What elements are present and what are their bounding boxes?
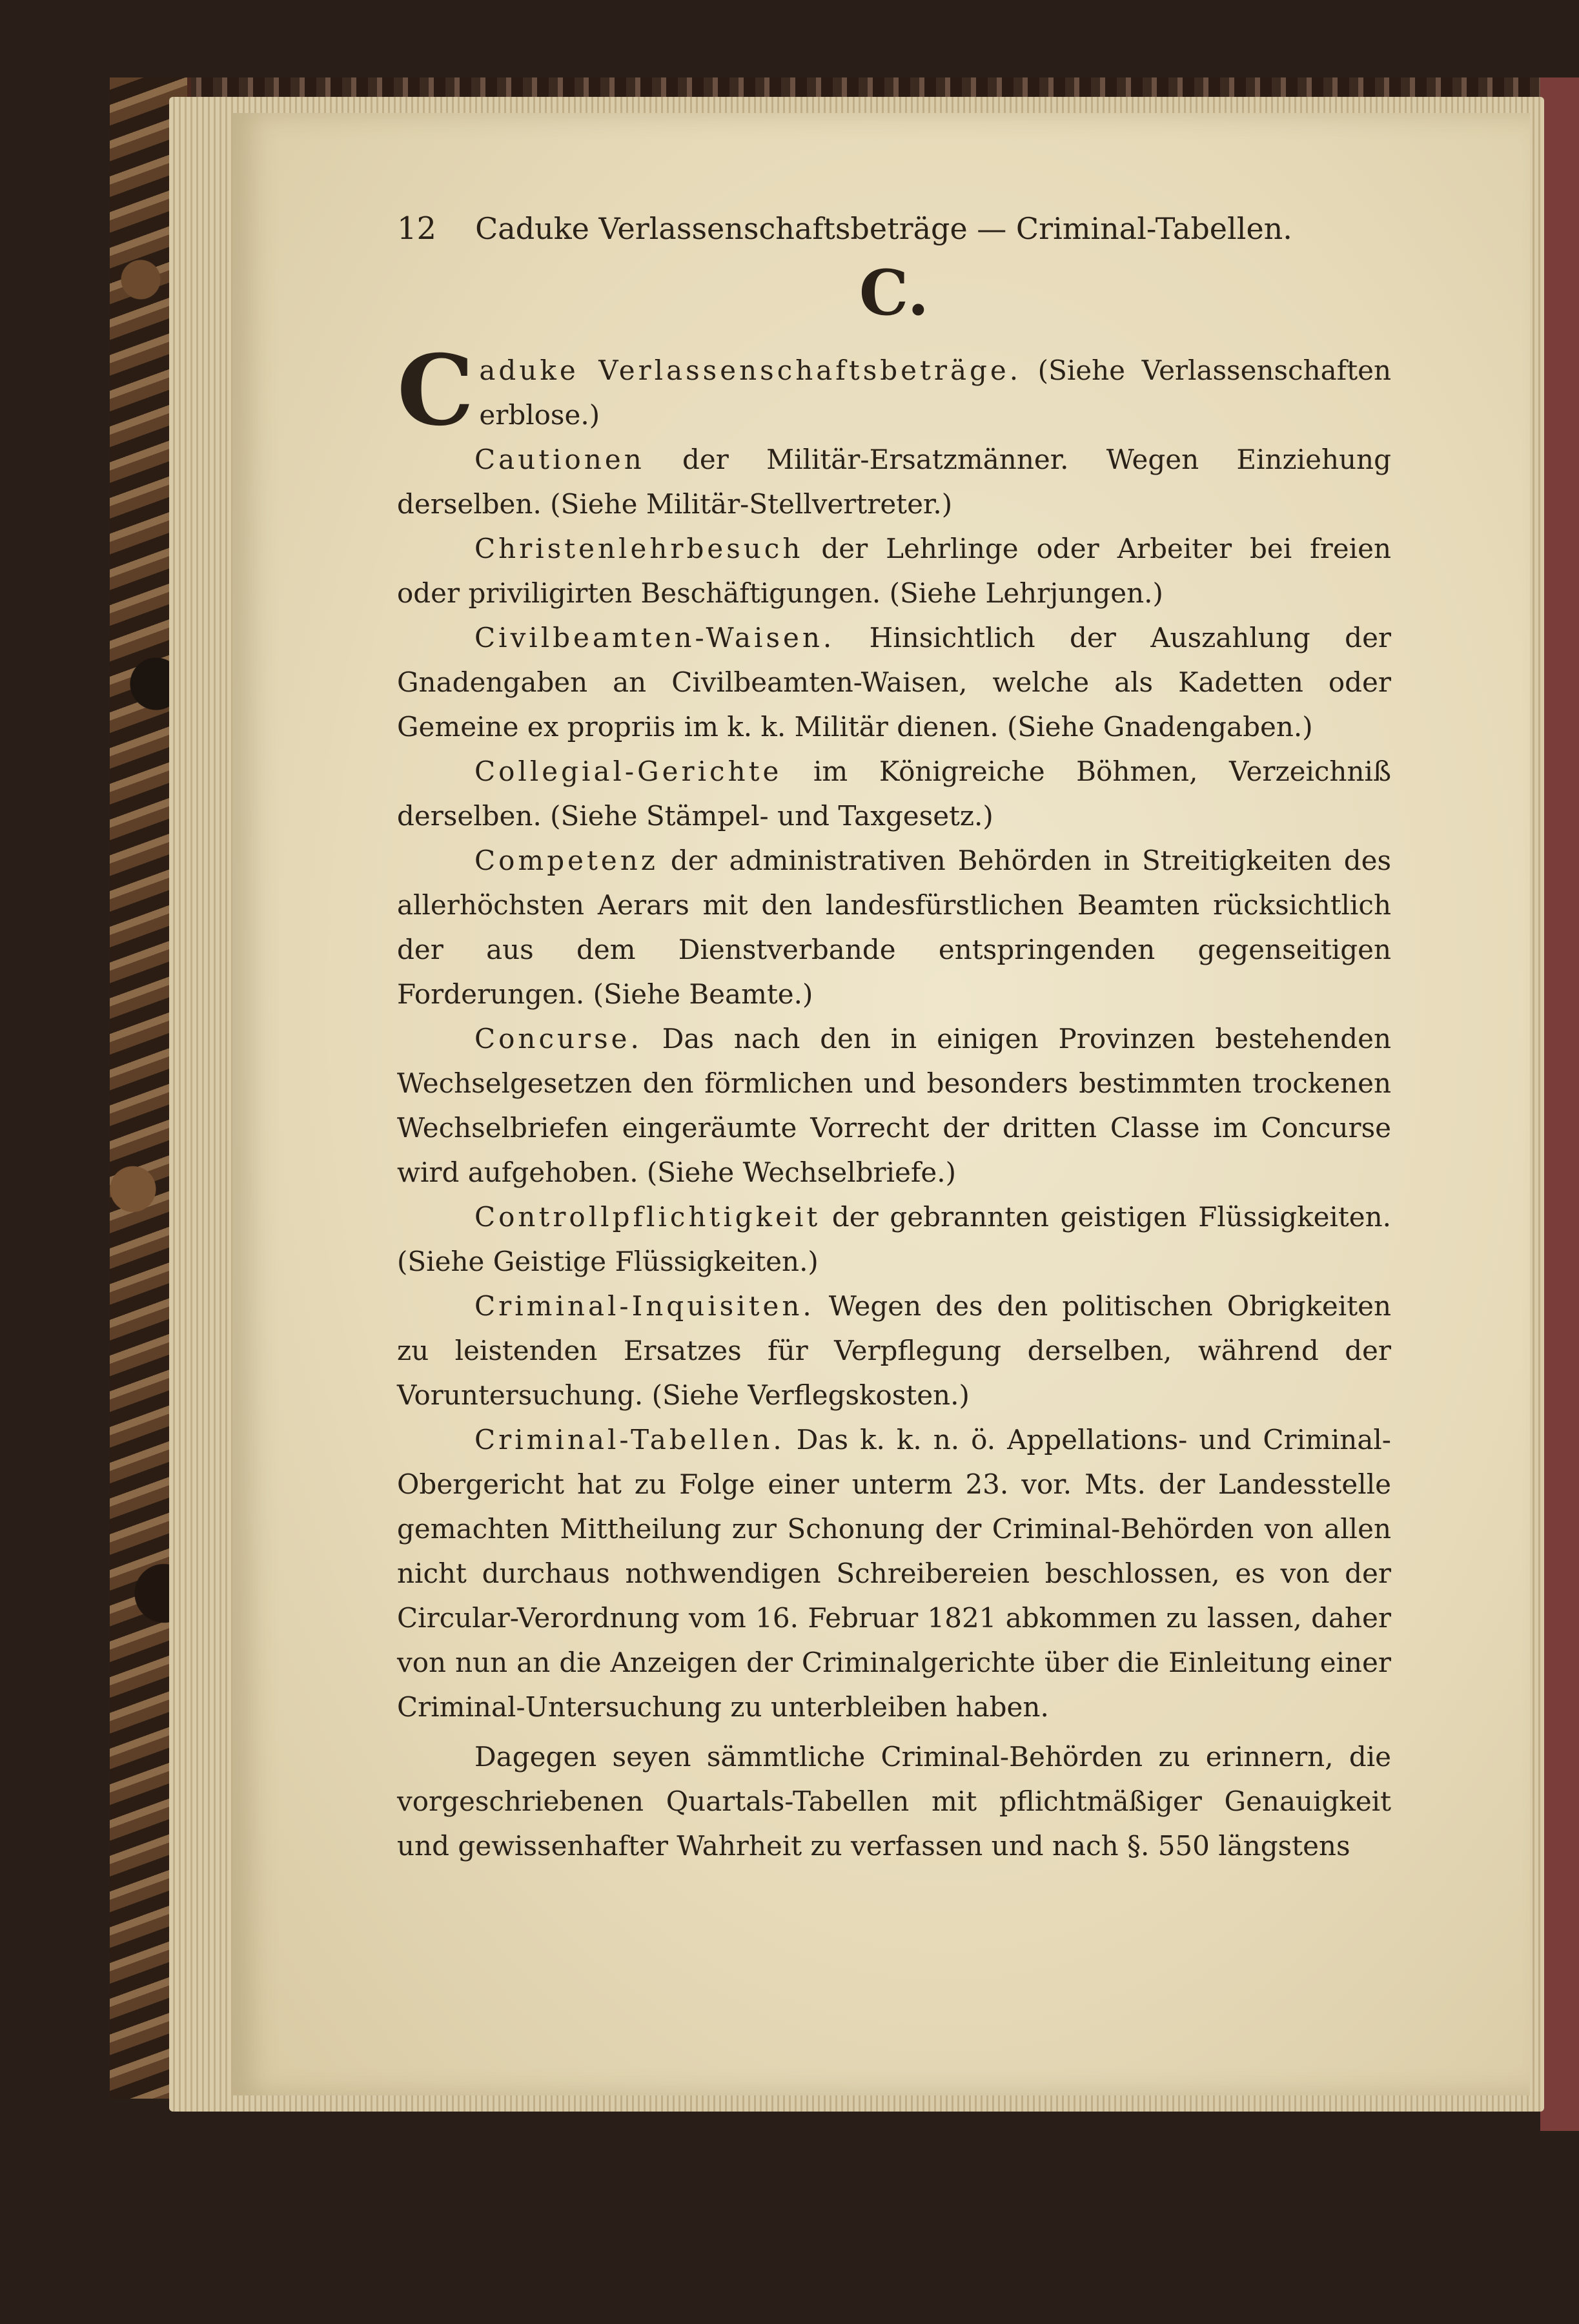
entry-criminal-inquisiten xyxy=(397,1284,1391,1417)
page-number: 12 xyxy=(397,211,437,247)
entry-text: Das nach den in einigen Provinzen bestehenden Wechselgesetzen den förmlichen und besonders bestimmten trockenen Wechselbriefen eingeräumte Vorrecht der dritten Classe im Concurse wird aufgehoben. (Siehe Wechselbriefe.) xyxy=(397,1023,1391,1188)
book-cover-right xyxy=(1540,77,1579,2131)
entry-head: Collegial-Gerichte xyxy=(474,756,782,787)
entry-collegial-gerichte xyxy=(397,749,1391,838)
entry-text: der gebrannten geistigen Flüssigkeiten. (Siehe Geistige Flüssigkeiten.) xyxy=(397,1201,1391,1277)
final-paragraph: Dagegen seyen sämmtliche Criminal-Behörden zu erinnern, die vorgeschriebenen Quartals-Tabellen mit pflichtmäßiger Genauigkeit und gewissenhafter Wahrheit zu verfassen und nach §. 550 längstens xyxy=(397,1741,1391,1862)
entry-head: Cautionen xyxy=(474,444,645,475)
entry-head: aduke Verlassenschaftsbeträge. xyxy=(479,355,1022,386)
entry-head: Criminal-Tabellen. xyxy=(474,1424,785,1455)
entry-text: Das k. k. n. ö. Appellations- und Criminal-Obergericht hat zu Folge einer unterm 23. vor. Mts. der Landesstelle gemachten Mittheilung zur Schonung der Criminal-Behörden von allen nicht durchaus nothwendigen Schreibereien beschlossen, es von der Circular-Verordnung vom 16. Februar 1821 abkommen zu lassen, daher von nun an die Anzeigen der Criminalgerichte über die Einleitung einer Criminal-Untersuchung zu unterbleiben haben. xyxy=(397,1424,1391,1723)
entry-controllpflichtigkeit xyxy=(397,1195,1391,1284)
entry-text: der administrativen Behörden in Streitigkeiten des allerhöchsten Aerars mit den landesfürstlichen Beamten rücksichtlich der aus dem Dienstverbande entspringenden gegenseitigen Forderungen. (Siehe Beamte.) xyxy=(397,845,1391,1010)
entry-caduke xyxy=(397,334,1391,447)
entry-cautionen xyxy=(397,437,1391,526)
page-content xyxy=(397,207,1391,1868)
entry-head: Concurse. xyxy=(474,1023,642,1054)
section-letter: C. xyxy=(859,256,930,329)
entry-christenlehrbesuch xyxy=(397,526,1391,615)
entry-head: Civilbeamten-Waisen. xyxy=(474,622,835,653)
drop-cap: C xyxy=(397,334,474,447)
entry-competenz xyxy=(397,838,1391,1016)
entry-head: Controllpflichtigkeit xyxy=(474,1201,821,1233)
entry-head: Competenz xyxy=(474,845,658,876)
entry-concurse xyxy=(397,1016,1391,1195)
running-title: Caduke Verlassenschaftsbeträge — Criminal-Tabellen. xyxy=(475,211,1292,246)
entry-criminal-tabellen xyxy=(397,1417,1391,1729)
entry-text: (Siehe Verlassenschaften erblose.) xyxy=(479,355,1391,431)
running-header xyxy=(397,207,1391,251)
entry-text: der Militär-Ersatzmänner. Wegen Einziehung derselben. (Siehe Militär-Stellvertreter.) xyxy=(397,444,1391,520)
entry-text: Wegen des den politischen Obrigkeiten zu leistenden Ersatzes für Verpflegung derselben, während der Voruntersuchung. (Siehe Verflegskosten.) xyxy=(397,1290,1391,1411)
entry-civilbeamten-waisen xyxy=(397,615,1391,749)
entry-text: Hinsichtlich der Auszahlung der Gnadengaben an Civilbeamten-Waisen, welche als Kadetten oder Gemeine ex propriis im k. k. Militär dienen. (Siehe Gnadengaben.) xyxy=(397,622,1391,743)
entry-head: Christenlehrbesuch xyxy=(474,533,804,564)
entry-head: Criminal-Inquisiten. xyxy=(474,1290,815,1322)
entry-text: der Lehrlinge oder Arbeiter bei freien oder priviligirten Beschäftigungen. (Siehe Lehrjungen.) xyxy=(397,533,1391,609)
entry-text: im Königreiche Böhmen, Verzeichniß derselben. (Siehe Stämpel- und Taxgesetz.) xyxy=(397,756,1391,832)
